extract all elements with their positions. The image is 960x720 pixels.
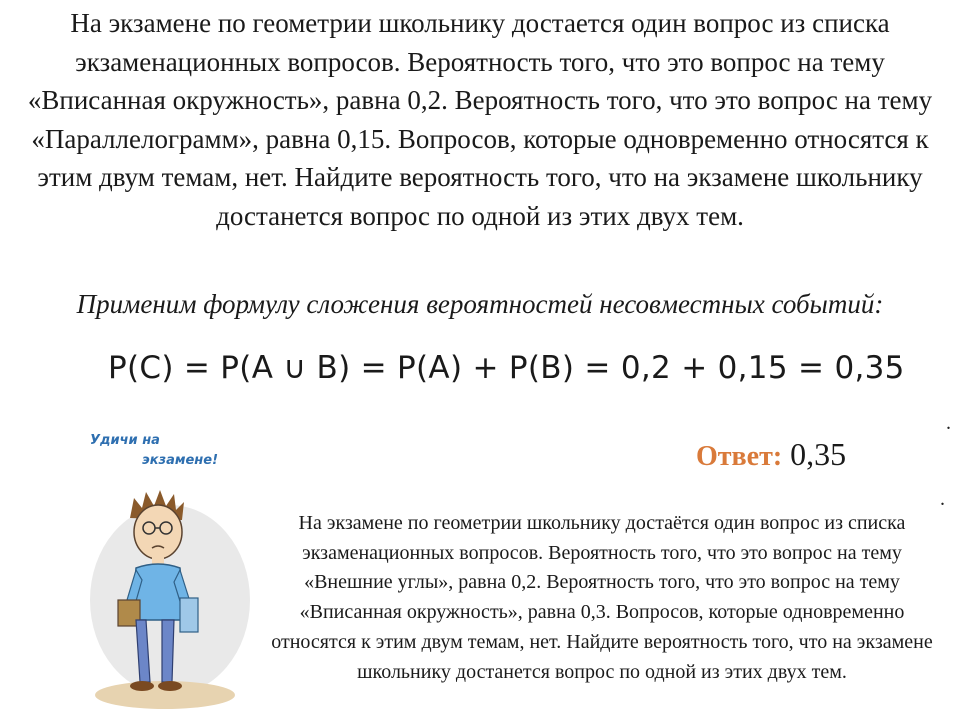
probability-formula: P(C) = P(A ∪ B) = P(A) + P(B) = 0,2 + 0,15 = 0,35 [108, 350, 905, 386]
stray-dot: . [946, 412, 951, 434]
cartoon-caption-line2: экзамене! [142, 453, 219, 468]
stray-dot: . [940, 488, 945, 510]
method-statement: Применим формулу сложения вероятностей несовместных событий: [76, 289, 884, 319]
problem-text: На экзамене по геометрии школьнику достается один вопрос из списка экзаменационных вопросов. Вероятность того, что это вопрос на тему «Вписанная окружность», равна 0,2. Вероятность того, что это вопрос на тему «Параллелограмм», равна 0,15. Вопросов, которые одновременно относятся к этим двум темам, нет. Найдите вероятность того, что на экзамене школьнику достанется вопрос по одной из этих двух тем. [27, 8, 933, 231]
answer [696, 436, 846, 473]
cartoon-caption-line1: Удичи на [90, 433, 160, 448]
answer-value: 0,35 [790, 436, 847, 472]
student-cartoon [70, 420, 270, 720]
answer-label: Ответ: [696, 441, 783, 472]
second-problem-text: На экзамене по геометрии школьнику достаётся один вопрос из списка экзаменационных вопросов. Вероятность того, что это вопрос на тему «Внешние углы», равна 0,2. Вероятность того, что это вопрос на тему «Вписанная окружность», равна 0,3. Вопросов, которые одновременно относятся к этим двум темам, нет. Найдите вероятность того, что на экзамене школьнику достанется вопрос по одной из этих двух тем. [271, 512, 933, 683]
